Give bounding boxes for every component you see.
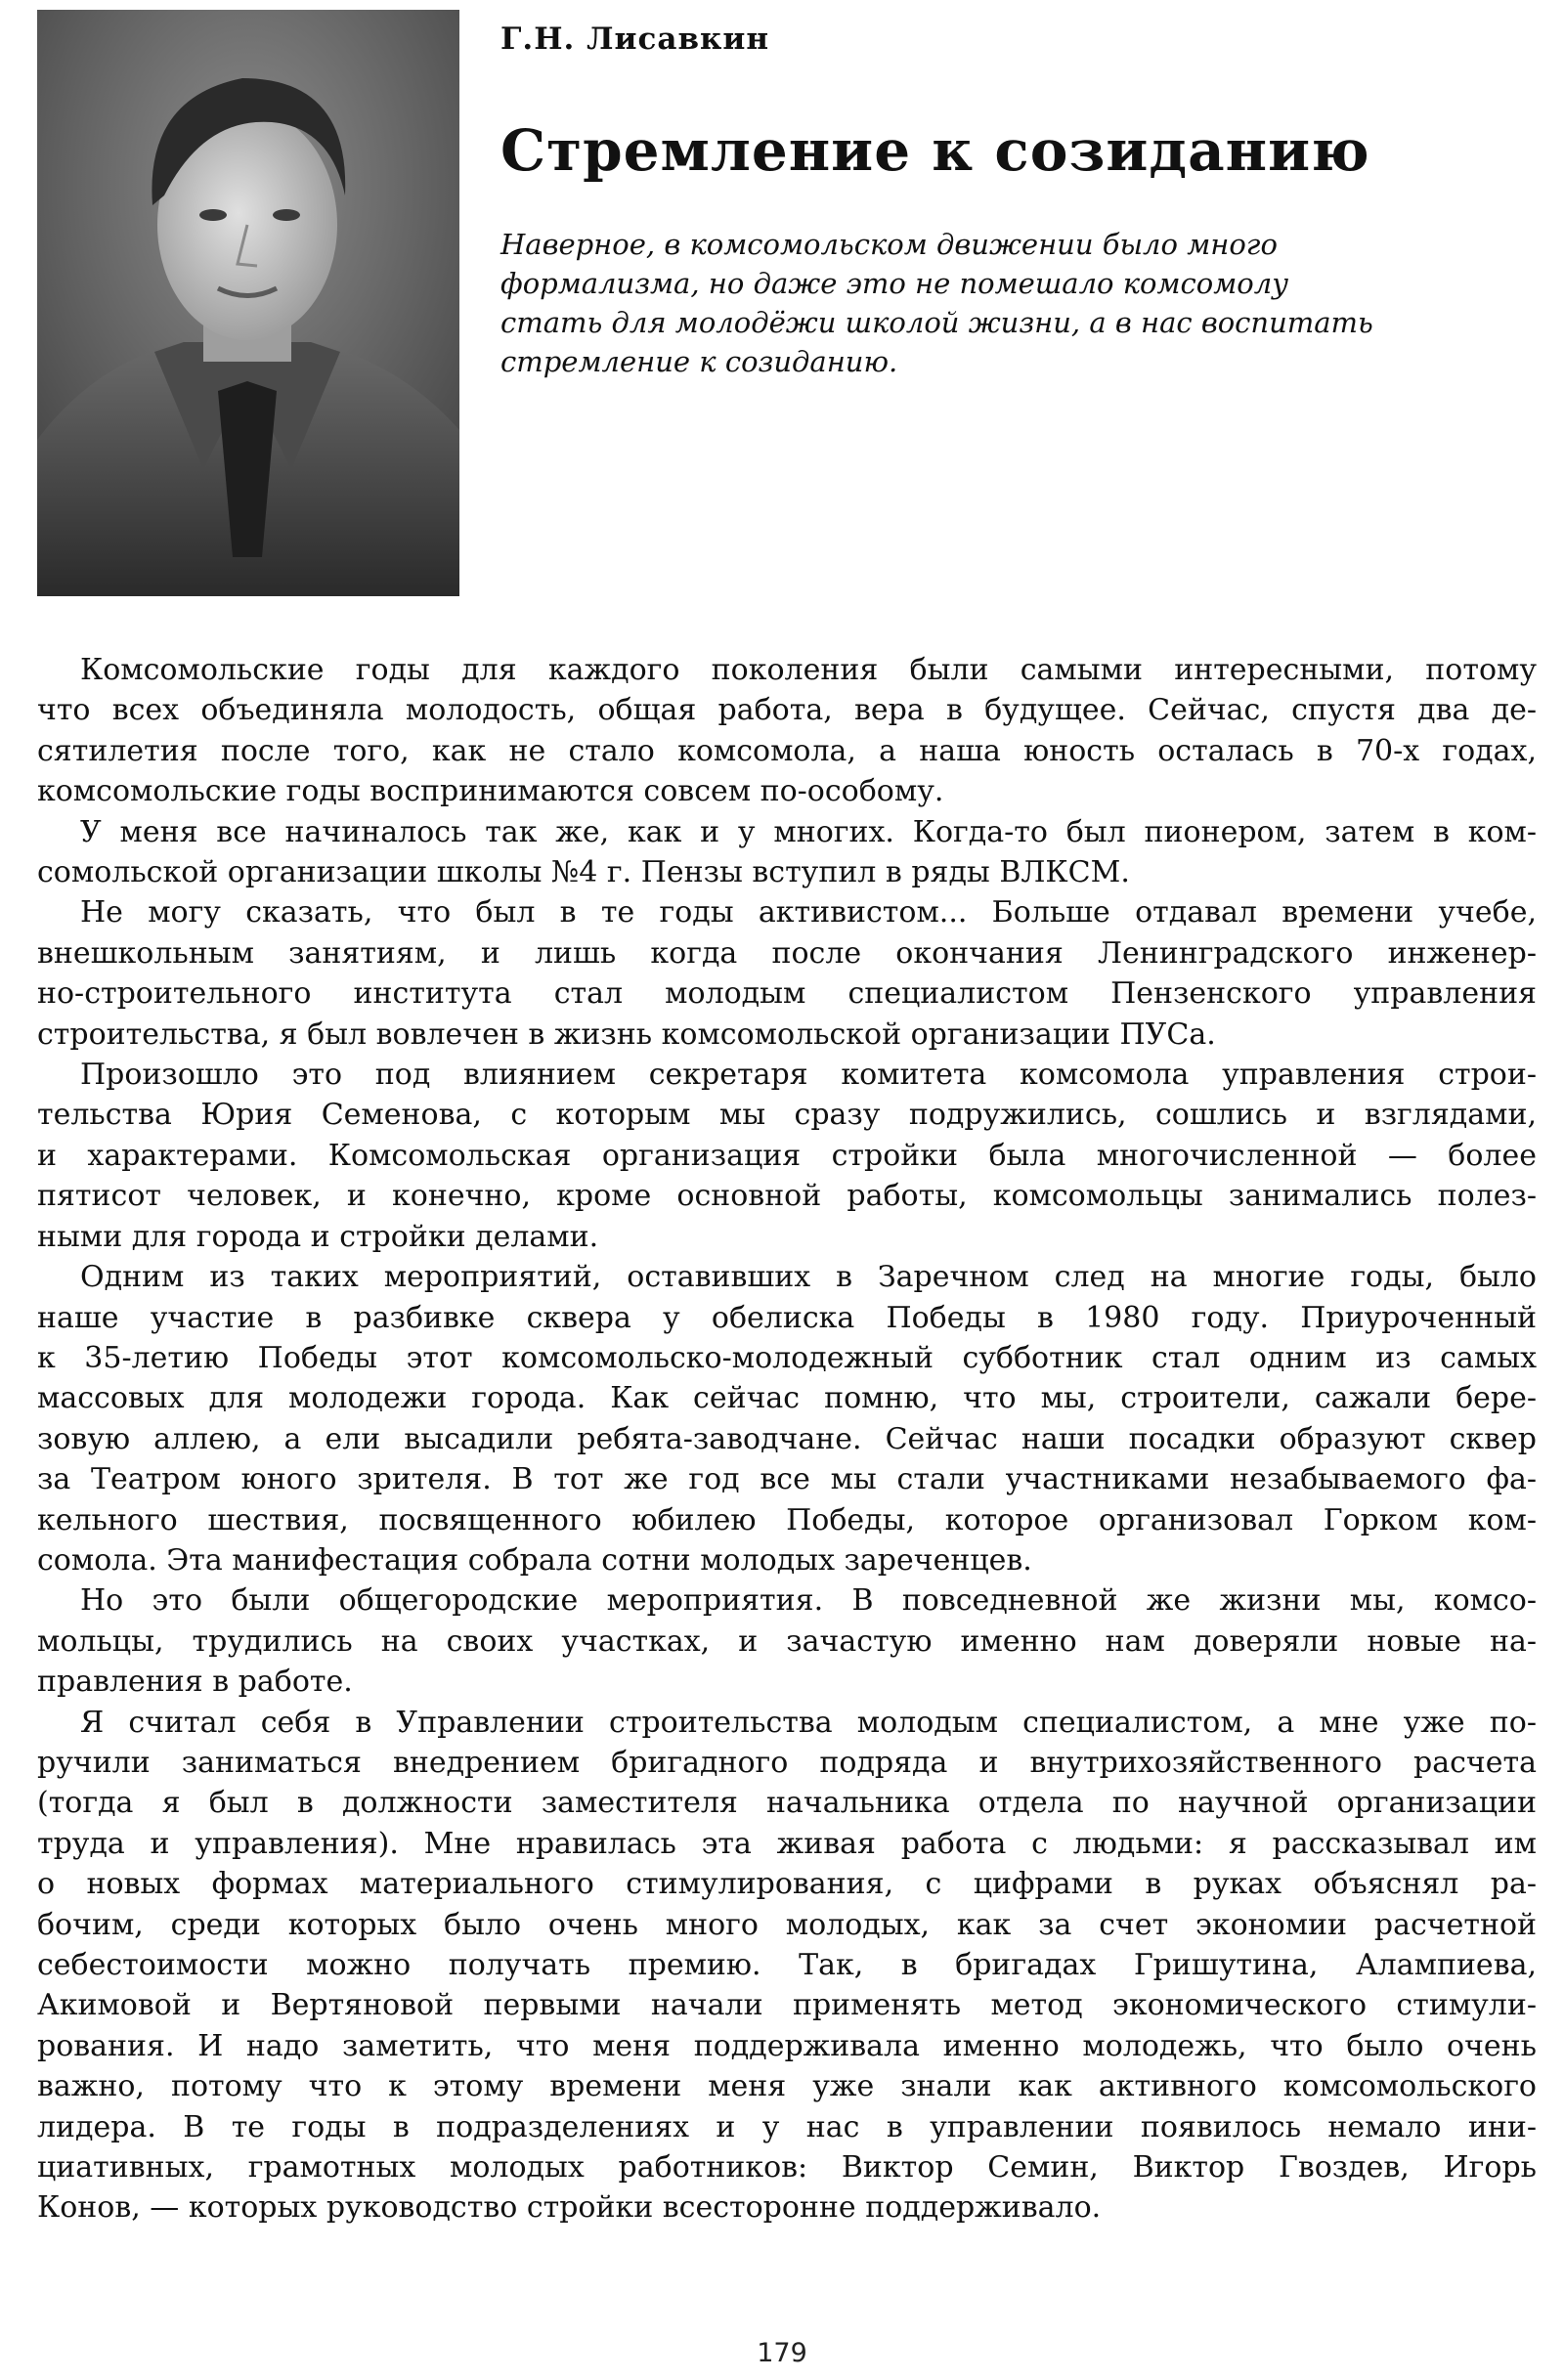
text-line: строительства, я был вовлечен в жизнь комсомольской организации ПУСа. xyxy=(37,1017,1216,1052)
text-line: к 35-летию Победы этот комсомольско-молодежный субботник стал одним из самых xyxy=(37,1340,1537,1375)
paragraph xyxy=(37,1257,1537,1580)
text-line: кельного шествия, посвященного юбилею Победы, которое организовал Горком ком- xyxy=(37,1502,1537,1537)
text-line: мольцы, трудились на своих участках, и зачастую именно нам доверяли новые на- xyxy=(37,1623,1537,1659)
paragraph xyxy=(37,812,1537,893)
article-title: Стремление к созиданию xyxy=(500,117,1370,184)
text-line: Акимовой и Вертяновой первыми начали применять метод экономического стимули- xyxy=(37,1988,1537,2023)
text-line: массовых для молодежи города. Как сейчас помню, что мы, строители, сажали бере- xyxy=(37,1381,1537,1416)
text-line: рования. И надо заметить, что меня поддерживала именно молодежь, что было очень xyxy=(37,2028,1537,2063)
text-line: комсомольские годы воспринимаются совсем по-особому. xyxy=(37,774,944,809)
text-line: наше участие в разбивке сквера у обелиска Победы в 1980 году. Приуроченный xyxy=(37,1300,1537,1335)
page-number: 179 xyxy=(757,2338,807,2368)
text-line: Одним из таких мероприятий, оставивших в Заречном след на многие годы, было xyxy=(80,1260,1537,1295)
text-line: за Театром юного зрителя. В тот же год все мы стали участниками незабываемого фа- xyxy=(37,1462,1537,1497)
text-line: (тогда я был в должности заместителя начальника отдела по научной организации xyxy=(37,1786,1537,1821)
epigraph-line: стать для молодёжи школой жизни, а в нас воспитать xyxy=(500,306,1373,339)
text-line: внешкольным занятиям, и лишь когда после окончания Ленинградского инженер- xyxy=(37,935,1537,971)
article-body xyxy=(37,650,1537,2229)
text-line: себестоимости можно получать премию. Так, в бригадах Гришутина, Алампиева, xyxy=(37,1948,1537,1982)
text-line: ными для города и стройки делами. xyxy=(37,1219,599,1254)
epigraph-line: Наверное, в комсомольском движении было много xyxy=(500,228,1278,261)
text-line: бочим, среди которых было очень много молодых, как за счет экономии расчетной xyxy=(37,1907,1537,1942)
text-line: Я считал себя в Управлении строительства молодым специалистом, а мне уже по- xyxy=(80,1705,1537,1740)
text-line: о новых формах материального стимулирования, с цифрами в руках объяснял ра- xyxy=(37,1867,1537,1902)
paragraph xyxy=(37,1580,1537,1702)
text-line: Но это были общегородские мероприятия. В повседневной же жизни мы, комсо- xyxy=(80,1583,1537,1619)
text-line: сомольской организации школы №4 г. Пензы вступил в ряды ВЛКСМ. xyxy=(37,855,1130,890)
text-line: пятисот человек, и конечно, кроме основной работы, комсомольцы занимались полез- xyxy=(37,1179,1537,1214)
text-line: тельства Юрия Семенова, с которым мы сразу подружились, сошлись и взглядами, xyxy=(37,1098,1537,1133)
text-line: что всех объединяла молодость, общая работа, вера в будущее. Сейчас, спустя два де- xyxy=(37,693,1537,728)
author-name: Г.Н. Лисавкин xyxy=(500,22,770,57)
paragraph xyxy=(37,1703,1537,2229)
text-line: Произошло это под влиянием секретаря комитета комсомола управления строи- xyxy=(80,1058,1537,1093)
text-line: Не могу сказать, что был в те годы активистом... Больше отдавал времени учебе, xyxy=(80,895,1537,930)
epigraph xyxy=(500,225,1527,381)
epigraph-line: стремление к созиданию. xyxy=(500,345,898,378)
text-line: циативных, грамотных молодых работников: Виктор Семин, Виктор Гвоздев, Игорь xyxy=(37,2150,1537,2185)
text-line: У меня все начиналось так же, как и у многих. Когда-то был пионером, затем в ком- xyxy=(80,814,1537,849)
text-line: ручили заниматься внедрением бригадного подряда и внутрихозяйственного расчета xyxy=(37,1745,1537,1780)
paragraph xyxy=(37,1055,1537,1257)
text-line: сятилетия после того, как не стало комсомола, а наша юность осталась в 70-х годах, xyxy=(37,733,1537,768)
text-line: Комсомольские годы для каждого поколения были самыми интересными, потому xyxy=(80,653,1537,687)
paragraph xyxy=(37,650,1537,812)
text-line: Конов, — которых руководство стройки всесторонне поддерживало. xyxy=(37,2190,1102,2226)
text-line: зовую аллею, а ели высадили ребята-заводчане. Сейчас наши посадки образуют сквер xyxy=(37,1421,1537,1456)
text-line: правления в работе. xyxy=(37,1665,353,1700)
text-line: важно, потому что к этому времени меня уже знали как активного комсомольского xyxy=(37,2069,1537,2104)
author-portrait-photo xyxy=(37,10,459,596)
paragraph xyxy=(37,892,1537,1055)
text-line: сомола. Эта манифестация собрала сотни молодых зареченцев. xyxy=(37,1542,1032,1578)
text-line: лидера. В те годы в подразделениях и у нас в управлении появилось немало ини- xyxy=(37,2109,1537,2144)
text-line: но-строительного института стал молодым специалистом Пензенского управления xyxy=(37,976,1537,1012)
epigraph-line: формализма, но даже это не помешало комсомолу xyxy=(500,267,1289,300)
text-line: и характерами. Комсомольская организация стройки была многочисленной — более xyxy=(37,1138,1537,1173)
portrait-illustration xyxy=(37,10,459,596)
text-line: труда и управления). Мне нравилась эта живая работа с людьми: я рассказывал им xyxy=(37,1826,1537,1861)
